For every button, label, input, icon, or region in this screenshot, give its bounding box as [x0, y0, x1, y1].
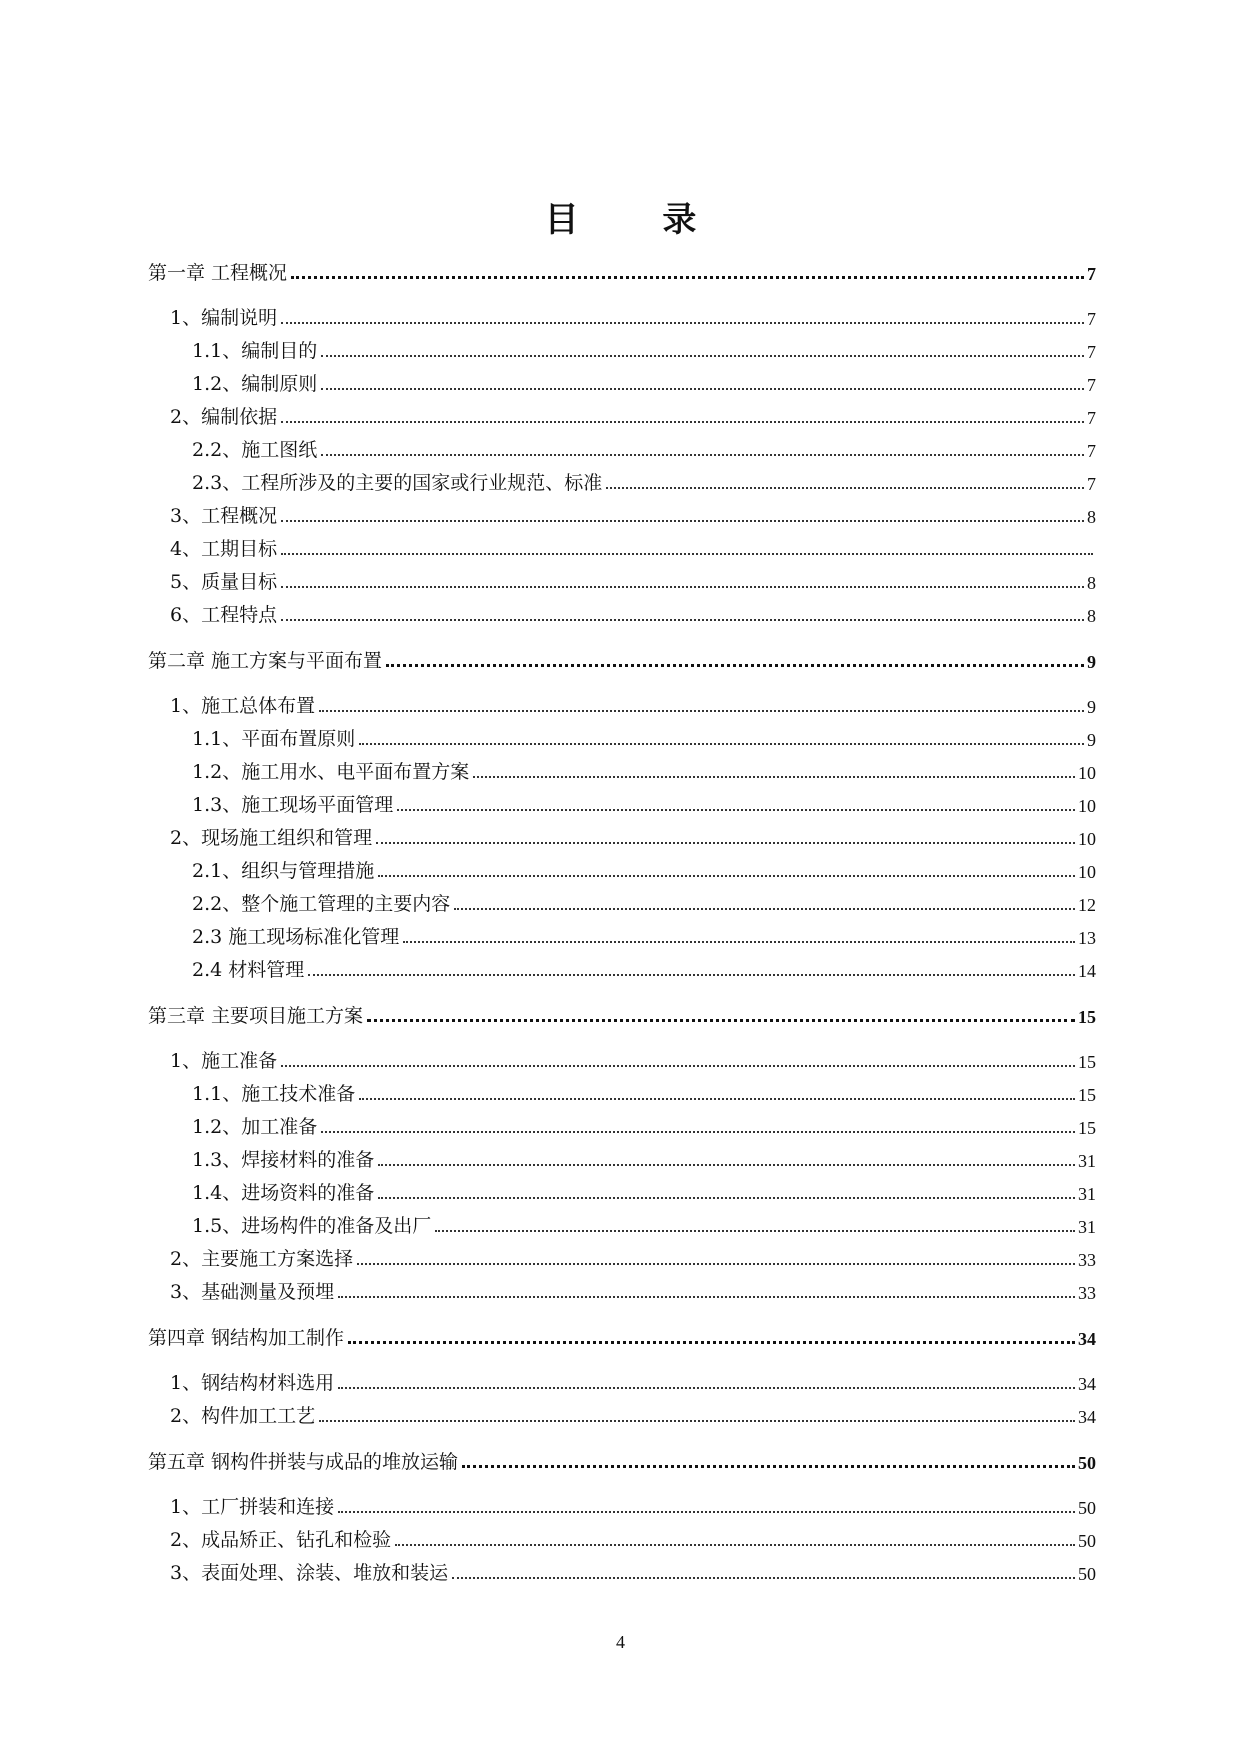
toc-chapter-entry[interactable] — [148, 252, 1096, 285]
toc-entry-page: 7 — [1087, 342, 1096, 362]
toc-entry-label: 第一章 工程概况 — [148, 262, 288, 284]
dot-leader — [367, 1018, 1075, 1022]
toc-entry[interactable] — [148, 330, 1096, 363]
dot-leader — [338, 1386, 1075, 1389]
dot-leader — [606, 486, 1084, 489]
toc-entry[interactable] — [148, 1271, 1096, 1304]
toc-entry[interactable] — [148, 685, 1096, 718]
dot-leader — [281, 519, 1084, 522]
toc-entry-label: 2.1、组织与管理措施 — [192, 860, 375, 882]
dot-leader — [435, 1229, 1075, 1232]
toc-entry-label: 2、成品矫正、钻孔和检验 — [170, 1529, 392, 1551]
page-title: 目 录 — [544, 200, 733, 240]
toc-entry[interactable] — [148, 396, 1096, 429]
toc-chapter-entry[interactable] — [148, 640, 1096, 673]
dot-leader — [386, 663, 1084, 667]
toc-entry-label: 2.3、工程所涉及的主要的国家或行业规范、标准 — [192, 472, 603, 494]
dot-leader — [473, 775, 1075, 778]
dot-leader — [378, 1196, 1075, 1199]
dot-leader — [395, 1543, 1075, 1546]
dot-leader — [359, 742, 1084, 745]
toc-entry-page: 15 — [1078, 1007, 1096, 1027]
toc-entry-label: 1.4、进场资料的准备 — [192, 1182, 375, 1204]
toc-entry-page: 7 — [1087, 441, 1096, 461]
toc-entry[interactable] — [148, 751, 1096, 784]
dot-leader — [291, 275, 1084, 279]
toc-entry-page: 9 — [1087, 697, 1096, 717]
toc-entry-label: 1、编制说明 — [170, 307, 278, 329]
toc-entry-label: 第三章 主要项目施工方案 — [148, 1005, 364, 1027]
dot-leader — [338, 1510, 1075, 1513]
dot-leader — [454, 907, 1075, 910]
toc-entry-page: 10 — [1078, 829, 1096, 849]
toc-entry-label: 5、质量目标 — [170, 571, 278, 593]
toc-entry[interactable] — [148, 883, 1096, 916]
toc-entry-label: 1.1、平面布置原则 — [192, 728, 356, 750]
toc-entry[interactable] — [148, 1106, 1096, 1139]
toc-entry[interactable] — [148, 1040, 1096, 1073]
toc-entry-label: 3、表面处理、涂装、堆放和装运 — [170, 1562, 449, 1584]
dot-leader — [321, 354, 1084, 357]
toc-entry-label: 2、构件加工工艺 — [170, 1405, 316, 1427]
toc-entry-label: 2、主要施工方案选择 — [170, 1248, 354, 1270]
dot-leader — [321, 453, 1084, 456]
toc-entry-label: 4、工期目标 — [170, 538, 278, 560]
toc-entry-label: 1、工厂拼装和连接 — [170, 1496, 335, 1518]
toc-entry[interactable] — [148, 594, 1096, 627]
toc-entry-page: 33 — [1078, 1250, 1096, 1270]
dot-leader — [359, 1097, 1075, 1100]
toc-entry-page: 34 — [1078, 1374, 1096, 1394]
toc-entry[interactable] — [148, 784, 1096, 817]
toc-entry[interactable] — [148, 1172, 1096, 1205]
dot-leader — [357, 1262, 1075, 1265]
toc-entry-label: 1.2、编制原则 — [192, 373, 318, 395]
toc-entry-page: 31 — [1078, 1184, 1096, 1204]
toc-entry[interactable] — [148, 1519, 1096, 1552]
toc-entry-label: 1.1、编制目的 — [192, 340, 318, 362]
dot-leader — [281, 585, 1084, 588]
toc-entry-label: 3、工程概况 — [170, 505, 278, 527]
toc-entry-label: 1、施工准备 — [170, 1050, 278, 1072]
toc-entry-page: 50 — [1078, 1531, 1096, 1551]
toc-entry-page: 9 — [1087, 652, 1096, 672]
toc-entry-page: 7 — [1087, 264, 1096, 284]
toc-entry-page: 31 — [1078, 1217, 1096, 1237]
toc-entry-label: 第五章 钢构件拼装与成品的堆放运输 — [148, 1451, 459, 1473]
toc-entry-label: 1.2、加工准备 — [192, 1116, 318, 1138]
dot-leader — [378, 1163, 1075, 1166]
toc-entry-page: 12 — [1078, 895, 1096, 915]
toc-entry-page: 10 — [1078, 862, 1096, 882]
toc-entry-label: 2.3 施工现场标准化管理 — [192, 926, 400, 948]
toc-entry-page: 15 — [1078, 1052, 1096, 1072]
toc-entry-label: 1.5、进场构件的准备及出厂 — [192, 1215, 432, 1237]
toc-entry-label: 1.1、施工技术准备 — [192, 1083, 356, 1105]
toc-entry[interactable] — [148, 561, 1096, 594]
dot-leader — [281, 618, 1084, 621]
toc-entry-label: 1.3、施工现场平面管理 — [192, 794, 394, 816]
toc-entry[interactable] — [148, 850, 1096, 883]
dot-leader — [321, 1130, 1075, 1133]
toc-entry-page: 7 — [1087, 375, 1096, 395]
toc-entry[interactable] — [148, 297, 1096, 330]
toc-entry-label: 2、现场施工组织和管理 — [170, 827, 373, 849]
toc-entry[interactable] — [148, 1486, 1096, 1519]
dot-leader — [321, 387, 1084, 390]
toc-entry-label: 2.2、施工图纸 — [192, 439, 318, 461]
dot-leader — [281, 321, 1084, 324]
toc-entry-label: 2.2、整个施工管理的主要内容 — [192, 893, 451, 915]
toc-entry[interactable] — [148, 429, 1096, 462]
toc-entry-page: 31 — [1078, 1151, 1096, 1171]
toc-entry[interactable] — [148, 363, 1096, 396]
toc-entry-label: 第二章 施工方案与平面布置 — [148, 650, 383, 672]
dot-leader — [376, 841, 1075, 844]
toc-entry-page: 34 — [1078, 1329, 1096, 1349]
toc-entry-page: 15 — [1078, 1118, 1096, 1138]
toc-entry[interactable] — [148, 1362, 1096, 1395]
toc-entry[interactable] — [148, 1139, 1096, 1172]
toc-entry-page: 10 — [1078, 796, 1096, 816]
page-number: 4 — [616, 1632, 625, 1652]
toc-entry-page: 33 — [1078, 1283, 1096, 1303]
toc-entry-label: 1、钢结构材料选用 — [170, 1372, 335, 1394]
toc-entry-page: 8 — [1087, 507, 1096, 527]
dot-leader — [403, 940, 1075, 943]
toc-entry[interactable] — [148, 718, 1096, 751]
toc-entry-page: 13 — [1078, 928, 1096, 948]
toc-entry-label: 第四章 钢结构加工制作 — [148, 1327, 345, 1349]
toc-entry-label: 3、基础测量及预埋 — [170, 1281, 335, 1303]
toc-entry-label: 1.2、施工用水、电平面布置方案 — [192, 761, 470, 783]
toc-entry-label: 2.4 材料管理 — [192, 959, 305, 981]
toc-chapter-entry[interactable] — [148, 1441, 1096, 1474]
toc-entry[interactable] — [148, 1205, 1096, 1238]
toc-entry[interactable] — [148, 1395, 1096, 1428]
dot-leader — [452, 1576, 1075, 1579]
toc-entry-page: 8 — [1087, 606, 1096, 626]
dot-leader — [348, 1340, 1075, 1344]
toc-entry-page: 8 — [1087, 573, 1096, 593]
toc-entry[interactable] — [148, 1552, 1096, 1585]
toc-entry[interactable] — [148, 1073, 1096, 1106]
toc-entry-page: 7 — [1087, 408, 1096, 428]
toc-entry-page: 14 — [1078, 961, 1096, 981]
dot-leader — [338, 1295, 1075, 1298]
toc-entry[interactable] — [148, 528, 1096, 561]
toc-entry-page: 7 — [1087, 309, 1096, 329]
toc-entry[interactable] — [148, 817, 1096, 850]
toc-entry-page: 50 — [1078, 1453, 1096, 1473]
dot-leader — [281, 552, 1093, 555]
toc-entry-page: 50 — [1078, 1498, 1096, 1518]
toc-entry-page: 9 — [1087, 730, 1096, 750]
toc-chapter-entry[interactable] — [148, 1317, 1096, 1350]
toc-entry[interactable] — [148, 949, 1096, 982]
dot-leader — [319, 709, 1084, 712]
toc-entry[interactable] — [148, 495, 1096, 528]
toc-entry-label: 6、工程特点 — [170, 604, 278, 626]
table-of-contents — [148, 252, 1096, 1585]
toc-chapter-entry[interactable] — [148, 995, 1096, 1028]
dot-leader — [281, 1064, 1075, 1067]
toc-entry-label: 1.3、焊接材料的准备 — [192, 1149, 375, 1171]
toc-entry-page: 10 — [1078, 763, 1096, 783]
dot-leader — [462, 1464, 1075, 1468]
toc-entry-page: 15 — [1078, 1085, 1096, 1105]
toc-entry-page: 50 — [1078, 1564, 1096, 1584]
toc-entry[interactable] — [148, 916, 1096, 949]
toc-entry[interactable] — [148, 1238, 1096, 1271]
toc-entry-label: 1、施工总体布置 — [170, 695, 316, 717]
toc-entry-page: 7 — [1087, 474, 1096, 494]
toc-entry-page: 34 — [1078, 1407, 1096, 1427]
dot-leader — [319, 1419, 1075, 1422]
dot-leader — [308, 973, 1075, 976]
dot-leader — [281, 420, 1084, 423]
dot-leader — [378, 874, 1075, 877]
toc-entry[interactable] — [148, 462, 1096, 495]
dot-leader — [397, 808, 1075, 811]
toc-entry-label: 2、编制依据 — [170, 406, 278, 428]
